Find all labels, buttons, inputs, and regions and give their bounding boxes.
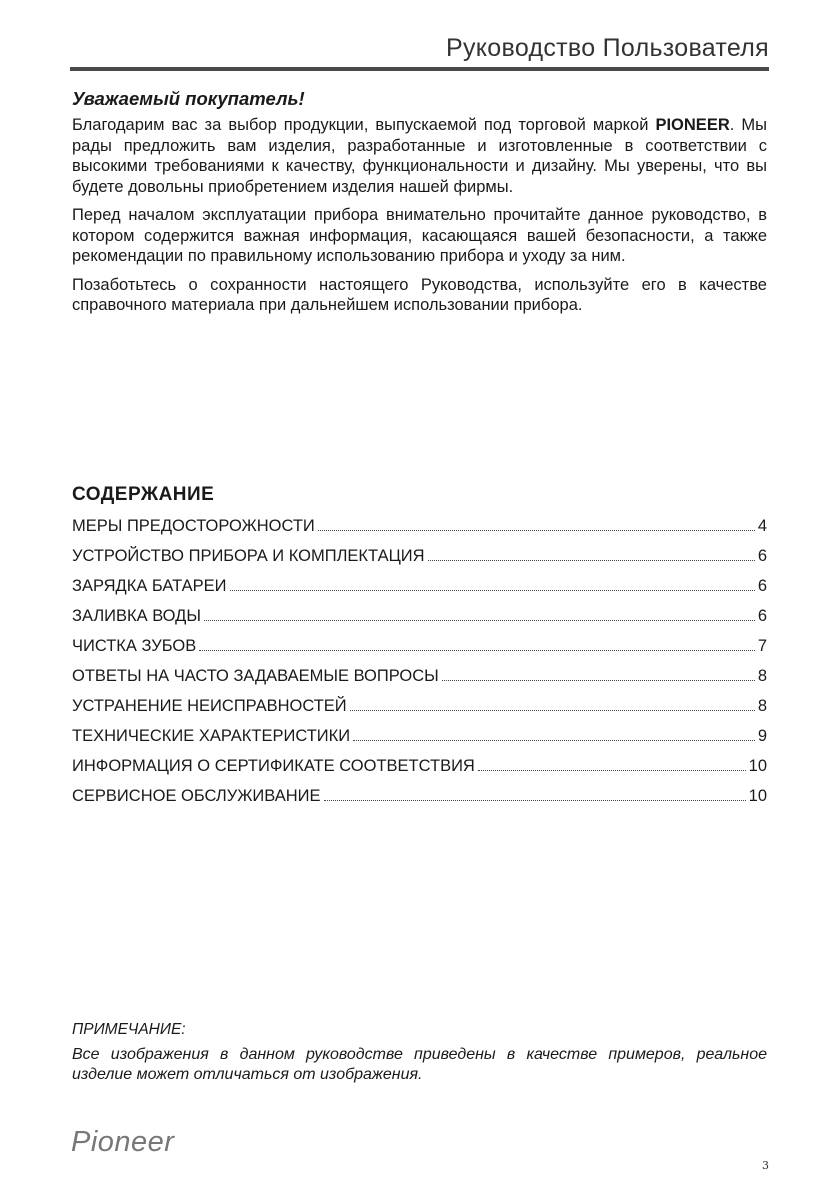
toc-leader-dots xyxy=(318,530,755,531)
toc-entry[interactable] xyxy=(72,601,767,631)
toc-entry-label: ЧИСТКА ЗУБОВ xyxy=(72,637,197,655)
toc-leader-dots xyxy=(230,590,755,591)
intro-section xyxy=(72,88,767,324)
toc-entry-label: УСТРАНЕНИЕ НЕИСПРАВНОСТЕЙ xyxy=(72,697,347,715)
toc-entry[interactable] xyxy=(72,571,767,601)
toc-entry-label: ОТВЕТЫ НА ЧАСТО ЗАДАВАЕМЫЕ ВОПРОСЫ xyxy=(72,667,439,685)
toc-entry[interactable] xyxy=(72,751,767,781)
toc-entry-page: 10 xyxy=(748,757,767,775)
table-of-contents xyxy=(72,484,767,811)
toc-entry-label: ЗАЛИВКА ВОДЫ xyxy=(72,607,201,625)
toc-leader-dots xyxy=(324,800,746,801)
page-number: 3 xyxy=(762,1159,769,1172)
toc-entry-page: 4 xyxy=(757,517,767,535)
note-section xyxy=(72,1021,767,1085)
toc-entry-label: УСТРОЙСТВО ПРИБОРА И КОМПЛЕКТАЦИЯ xyxy=(72,547,425,565)
toc-entry-label: ТЕХНИЧЕСКИЕ ХАРАКТЕРИСТИКИ xyxy=(72,727,351,745)
toc-entry-page: 6 xyxy=(757,547,767,565)
brand-logo: Pioneer xyxy=(71,1126,175,1158)
intro-paragraph-1-end: . Мы рады предложить вам изделия, разработанные и изготовленные в соответствии с высокими требованиями к качеству, функциональности и дизайну. Мы уверены, что вы будете довольны приобретением изделия нашей фирмы. xyxy=(72,116,767,196)
toc-leader-dots xyxy=(428,560,755,561)
toc-entry[interactable] xyxy=(72,781,767,811)
toc-leader-dots xyxy=(353,740,755,741)
toc-title: СОДЕРЖАНИЕ xyxy=(72,484,215,505)
toc-entry[interactable] xyxy=(72,511,767,541)
toc-entry-label: ИНФОРМАЦИЯ О СЕРТИФИКАТЕ СООТВЕТСТВИЯ xyxy=(72,757,475,775)
intro-paragraph-3: Позаботьтесь о сохранности настоящего Руководства, используйте его в качестве справочного материала при дальнейшем использовании прибора. xyxy=(72,275,767,314)
note-title: ПРИМЕЧАНИЕ: xyxy=(72,1021,186,1038)
toc-leader-dots xyxy=(204,620,755,621)
toc-entry-page: 6 xyxy=(757,607,767,625)
brand-name: PIONEER xyxy=(655,116,730,134)
toc-entry[interactable] xyxy=(72,541,767,571)
toc-entry-label: СЕРВИСНОЕ ОБСЛУЖИВАНИЕ xyxy=(72,787,321,805)
toc-list xyxy=(72,511,767,811)
intro-paragraph-1 xyxy=(72,115,767,197)
toc-entry[interactable] xyxy=(72,661,767,691)
intro-paragraph-1-start: Благодарим вас за выбор продукции, выпускаемой под торговой маркой xyxy=(72,116,656,134)
toc-leader-dots xyxy=(442,680,755,681)
toc-leader-dots xyxy=(478,770,746,771)
toc-entry[interactable] xyxy=(72,691,767,721)
intro-paragraph-2: Перед началом эксплуатации прибора внимательно прочитайте данное руководство, в котором содержится важная информация, касающаяся вашей безопасности, а также рекомендации по правильному использованию прибора и уходу за ним. xyxy=(72,206,767,265)
toc-entry[interactable] xyxy=(72,631,767,661)
toc-leader-dots xyxy=(350,710,755,711)
toc-entry-page: 10 xyxy=(748,787,767,805)
toc-entry-page: 8 xyxy=(757,697,767,715)
toc-entry-page: 6 xyxy=(757,577,767,595)
page-header-title: Руководство Пользователя xyxy=(446,34,769,62)
toc-entry-label: ЗАРЯДКА БАТАРЕИ xyxy=(72,577,227,595)
toc-entry[interactable] xyxy=(72,721,767,751)
note-text: Все изображения в данном руководстве приведены в качестве примеров, реальное изделие может отличаться от изображения. xyxy=(72,1046,767,1083)
greeting-heading: Уважаемый покупатель! xyxy=(72,88,305,109)
toc-entry-page: 7 xyxy=(757,637,767,655)
toc-entry-label: МЕРЫ ПРЕДОСТОРОЖНОСТИ xyxy=(72,517,315,535)
toc-leader-dots xyxy=(199,650,755,651)
toc-entry-page: 8 xyxy=(757,667,767,685)
toc-entry-page: 9 xyxy=(757,727,767,745)
header-divider xyxy=(70,67,769,71)
